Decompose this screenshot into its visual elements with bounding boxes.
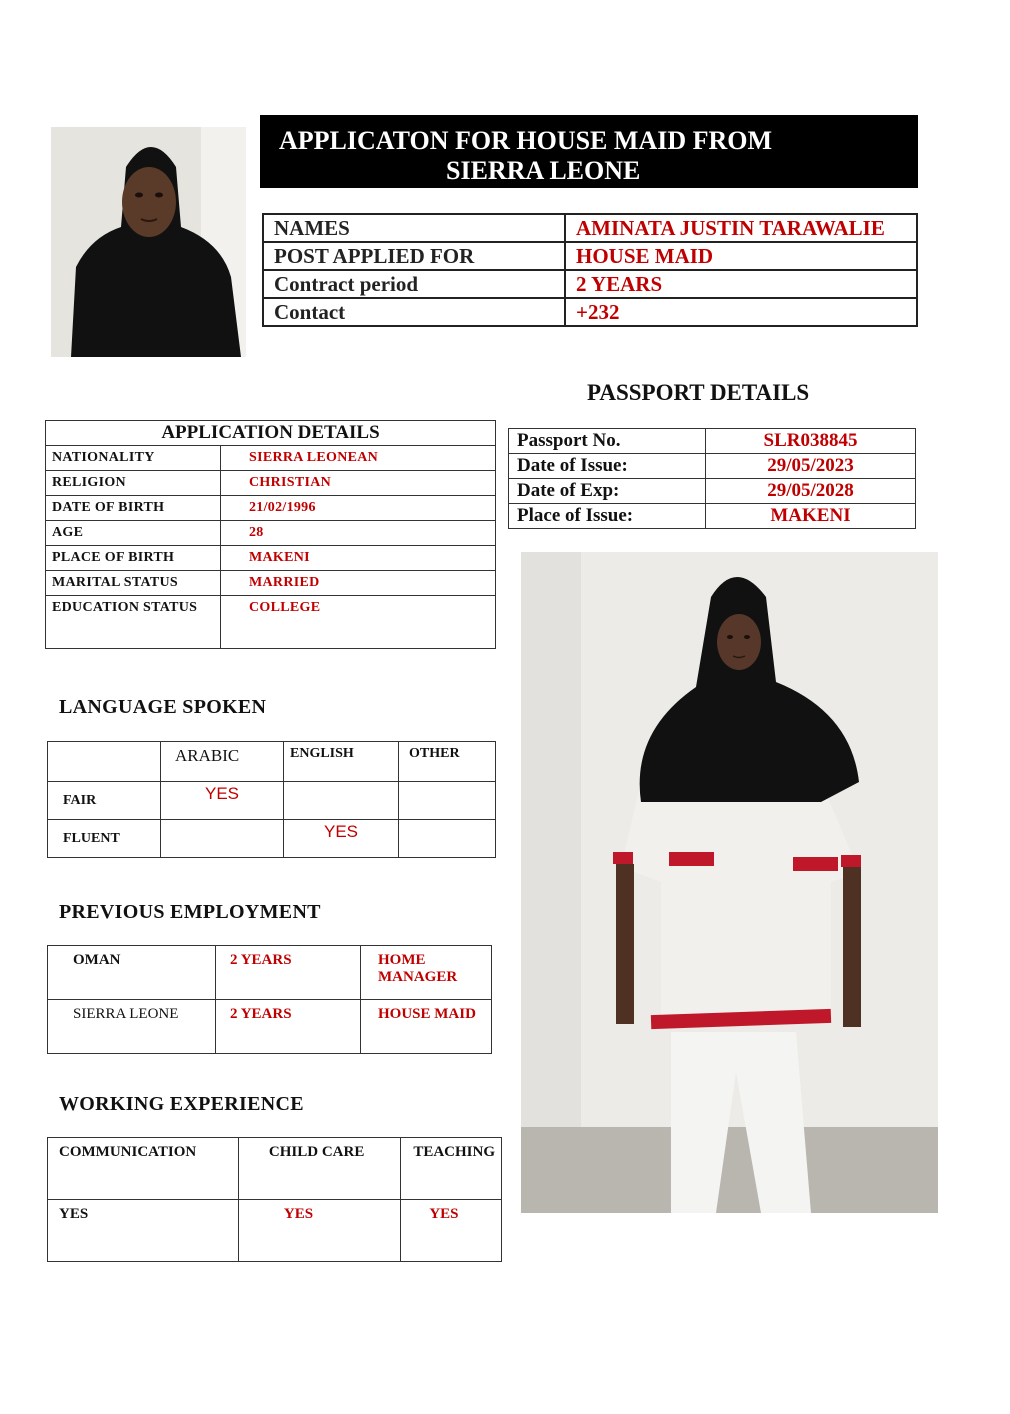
- fluent-other: [399, 820, 496, 858]
- child-care-column: CHILD CARE: [238, 1138, 400, 1200]
- names-value: AMINATA JUSTIN TARAWALIE: [565, 214, 917, 242]
- table-row: [509, 504, 916, 529]
- table-row: [46, 596, 496, 649]
- table-row: [48, 1138, 502, 1200]
- age-label: AGE: [46, 521, 221, 546]
- education-value: COLLEGE: [221, 596, 496, 649]
- fair-english: [284, 782, 399, 820]
- fair-label: FAIR: [48, 782, 161, 820]
- table-row: [46, 446, 496, 471]
- fair-arabic: YES: [161, 782, 284, 820]
- title-line-1: APPLICATON FOR HOUSE MAID FROM: [279, 126, 773, 155]
- empty-cell: [48, 742, 161, 782]
- title-line-2: SIERRA LEONE: [446, 156, 641, 185]
- language-table: [47, 741, 496, 858]
- post-label: POST APPLIED FOR: [263, 242, 565, 270]
- fluent-label: FLUENT: [48, 820, 161, 858]
- issue-place-label: Place of Issue:: [509, 504, 706, 529]
- experience-table: [47, 1137, 502, 1262]
- application-details-heading: APPLICATION DETAILS: [46, 421, 496, 446]
- contact-value: +232: [565, 298, 917, 326]
- table-row: [48, 946, 492, 1000]
- teaching-value: YES: [401, 1200, 502, 1262]
- experience-heading: WORKING EXPERIENCE: [59, 1093, 304, 1115]
- dob-value: 21/02/1996: [221, 496, 496, 521]
- table-row: [48, 742, 496, 782]
- table-row: [509, 479, 916, 504]
- issue-date-value: 29/05/2023: [706, 454, 916, 479]
- portrait-photo: [51, 127, 246, 357]
- employment-table: [47, 945, 492, 1054]
- table-row: [48, 782, 496, 820]
- application-details-table: [45, 420, 496, 649]
- employment-position: HOME MANAGER: [361, 946, 492, 1000]
- table-row: [263, 270, 917, 298]
- other-column: OTHER: [399, 742, 496, 782]
- table-row: [509, 454, 916, 479]
- table-row: [48, 1200, 502, 1262]
- issue-place-value: MAKENI: [706, 504, 916, 529]
- arabic-column: ARABIC: [161, 742, 284, 782]
- fluent-english: YES: [284, 820, 399, 858]
- birthplace-label: PLACE OF BIRTH: [46, 546, 221, 571]
- education-label: EDUCATION STATUS: [46, 596, 221, 649]
- child-care-value: YES: [238, 1200, 400, 1262]
- fair-other: [399, 782, 496, 820]
- employment-duration: 2 YEARS: [216, 1000, 361, 1054]
- marital-status-label: MARITAL STATUS: [46, 571, 221, 596]
- religion-label: RELIGION: [46, 471, 221, 496]
- marital-status-value: MARRIED: [221, 571, 496, 596]
- title-banner: [260, 115, 918, 188]
- table-row: [46, 496, 496, 521]
- personal-info-table: [262, 213, 918, 327]
- employment-heading: PREVIOUS EMPLOYMENT: [59, 901, 321, 923]
- passport-no-value: SLR038845: [706, 429, 916, 454]
- table-row: [48, 1000, 492, 1054]
- english-column: ENGLISH: [284, 742, 399, 782]
- birthplace-value: MAKENI: [221, 546, 496, 571]
- fluent-arabic: [161, 820, 284, 858]
- expiry-date-value: 29/05/2028: [706, 479, 916, 504]
- passport-no-label: Passport No.: [509, 429, 706, 454]
- passport-heading: PASSPORT DETAILS: [587, 380, 810, 405]
- religion-value: CHRISTIAN: [221, 471, 496, 496]
- employment-duration: 2 YEARS: [216, 946, 361, 1000]
- table-row: [48, 820, 496, 858]
- nationality-label: NATIONALITY: [46, 446, 221, 471]
- table-row: [263, 242, 917, 270]
- passport-table: [508, 428, 916, 529]
- contract-label: Contract period: [263, 270, 565, 298]
- language-heading: LANGUAGE SPOKEN: [59, 696, 267, 718]
- communication-column: COMMUNICATION: [48, 1138, 239, 1200]
- employment-position: HOUSE MAID: [361, 1000, 492, 1054]
- full-body-photo: [521, 552, 938, 1213]
- table-row: [46, 521, 496, 546]
- contract-value: 2 YEARS: [565, 270, 917, 298]
- table-row: [46, 471, 496, 496]
- expiry-date-label: Date of Exp:: [509, 479, 706, 504]
- age-value: 28: [221, 521, 496, 546]
- issue-date-label: Date of Issue:: [509, 454, 706, 479]
- names-label: NAMES: [263, 214, 565, 242]
- nationality-value: SIERRA LEONEAN: [221, 446, 496, 471]
- table-row: [263, 214, 917, 242]
- table-row: [46, 546, 496, 571]
- table-row: [509, 429, 916, 454]
- table-row: [46, 571, 496, 596]
- employment-country: SIERRA LEONE: [48, 1000, 216, 1054]
- communication-value: YES: [48, 1200, 239, 1262]
- post-value: HOUSE MAID: [565, 242, 917, 270]
- contact-label: Contact: [263, 298, 565, 326]
- table-row: [46, 421, 496, 446]
- table-row: [263, 298, 917, 326]
- employment-country: OMAN: [48, 946, 216, 1000]
- teaching-column: TEACHING: [401, 1138, 502, 1200]
- dob-label: DATE OF BIRTH: [46, 496, 221, 521]
